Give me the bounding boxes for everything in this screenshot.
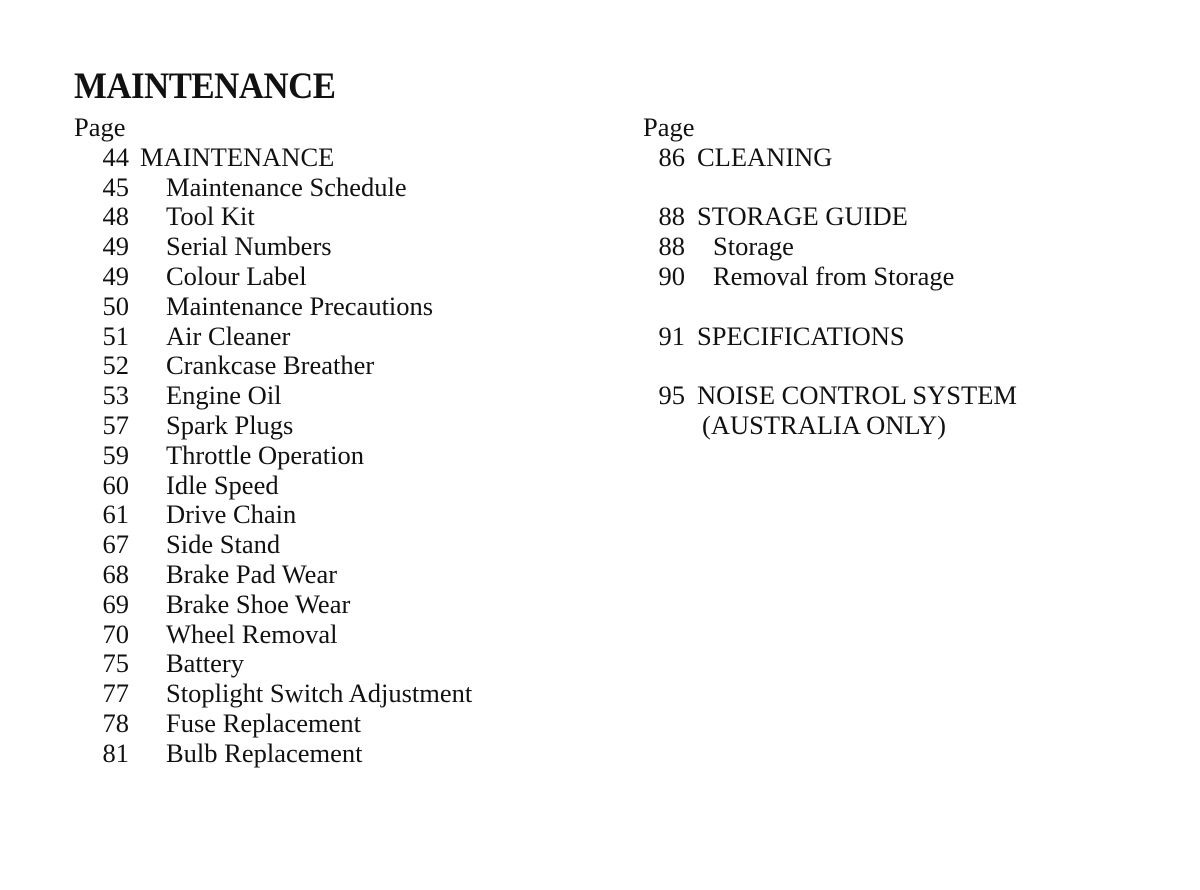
- toc-entry: [74, 709, 594, 739]
- toc-subsection-title: Throttle Operation: [166, 439, 364, 470]
- toc-subsection-title: Storage: [713, 231, 794, 262]
- toc-entry: [74, 262, 594, 292]
- toc-page-number: 67: [102, 529, 129, 560]
- toc-subsection-title: Wheel Removal: [166, 618, 338, 649]
- toc-entry: [74, 620, 594, 650]
- toc-subsection-title: Air Cleaner: [166, 320, 291, 351]
- toc-page-number: 77: [102, 678, 129, 709]
- toc-page-number: 75: [102, 648, 129, 679]
- toc-subsection-title: Spark Plugs: [166, 409, 294, 440]
- toc-entry: [74, 202, 594, 232]
- toc-entry: [74, 232, 594, 262]
- toc-entry: [74, 530, 594, 560]
- toc-page-number: 81: [102, 737, 129, 768]
- toc-section-title: (AUSTRALIA ONLY): [702, 409, 946, 440]
- toc-page-number: 49: [102, 231, 129, 262]
- toc-page-number: 95: [658, 380, 685, 411]
- toc-page-number: 50: [102, 290, 129, 321]
- toc-entry: [74, 649, 594, 679]
- toc-subsection-title: Stoplight Switch Adjustment: [166, 678, 473, 709]
- toc-entry-continuation: [643, 411, 1163, 441]
- toc-entry: [74, 500, 594, 530]
- page-column-header: Page: [643, 112, 695, 142]
- toc-page-number: 52: [102, 350, 129, 381]
- toc-subsection-title: Battery: [166, 648, 244, 679]
- toc-page-number: 88: [658, 231, 685, 262]
- toc-subsection-title: Idle Speed: [166, 469, 279, 500]
- toc-page-number: 45: [102, 171, 129, 202]
- page-title: MAINTENANCE: [74, 66, 336, 107]
- toc-subsection-title: Bulb Replacement: [166, 737, 363, 768]
- toc-entry: [74, 441, 594, 471]
- toc-section-title: NOISE CONTROL SYSTEM: [697, 380, 1017, 411]
- toc-section-title: CLEANING: [697, 141, 833, 172]
- toc-subsection-title: Fuse Replacement: [166, 707, 362, 738]
- toc-entry: [643, 143, 1163, 173]
- toc-section-title: SPECIFICATIONS: [697, 320, 905, 351]
- toc-subsection-title: Maintenance Schedule: [166, 171, 407, 202]
- toc-page-number: 68: [102, 558, 129, 589]
- toc-page-number: 59: [102, 439, 129, 470]
- toc-page-number: 60: [102, 469, 129, 500]
- toc-left-column: [74, 113, 594, 769]
- toc-entry: [643, 262, 1163, 292]
- toc-section-title: MAINTENANCE: [140, 141, 335, 172]
- toc-entry: [74, 739, 594, 769]
- toc-entry: [74, 143, 594, 173]
- toc-page-number: 57: [102, 409, 129, 440]
- toc-subsection-title: Removal from Storage: [713, 260, 955, 291]
- toc-section-title: STORAGE GUIDE: [697, 201, 908, 232]
- toc-subsection-title: Colour Label: [166, 260, 307, 291]
- toc-entry: [74, 292, 594, 322]
- toc-page-number: 91: [658, 320, 685, 351]
- toc-entry: [643, 322, 1163, 352]
- toc-subsection-title: Serial Numbers: [166, 231, 332, 262]
- toc-subsection-title: Crankcase Breather: [166, 350, 375, 381]
- toc-entry: [74, 322, 594, 352]
- toc-entry: [643, 232, 1163, 262]
- toc-subsection-title: Drive Chain: [166, 499, 297, 530]
- toc-page-number: 49: [102, 260, 129, 291]
- toc-entry: [74, 679, 594, 709]
- toc-entry: [74, 560, 594, 590]
- toc-subsection-title: Brake Pad Wear: [166, 558, 338, 589]
- toc-entry: [74, 351, 594, 381]
- toc-page-number: 51: [102, 320, 129, 351]
- toc-page-number: 48: [102, 201, 129, 232]
- toc-subsection-title: Maintenance Precautions: [166, 290, 434, 321]
- toc-entry: [74, 411, 594, 441]
- toc-page-number: 69: [102, 588, 129, 619]
- toc-page-number: 61: [102, 499, 129, 530]
- toc-page-number: 78: [102, 707, 129, 738]
- toc-page-number: 53: [102, 380, 129, 411]
- toc-entry: [74, 381, 594, 411]
- toc-page-number: 88: [658, 201, 685, 232]
- toc-page-number: 86: [658, 141, 685, 172]
- toc-right-column: [643, 113, 1163, 441]
- page-column-header: Page: [74, 112, 126, 142]
- toc-entry: [74, 590, 594, 620]
- toc-page-number: 70: [102, 618, 129, 649]
- toc-subsection-title: Brake Shoe Wear: [166, 588, 351, 619]
- toc-page-number: 44: [102, 141, 129, 172]
- toc-page-number: 90: [658, 260, 685, 291]
- toc-entry: [643, 381, 1163, 411]
- toc-entry: [643, 202, 1163, 232]
- toc-subsection-title: Engine Oil: [166, 380, 282, 411]
- toc-subsection-title: Side Stand: [166, 529, 281, 560]
- toc-subsection-title: Tool Kit: [166, 201, 255, 232]
- toc-entry: [74, 471, 594, 501]
- toc-entry: [74, 173, 594, 203]
